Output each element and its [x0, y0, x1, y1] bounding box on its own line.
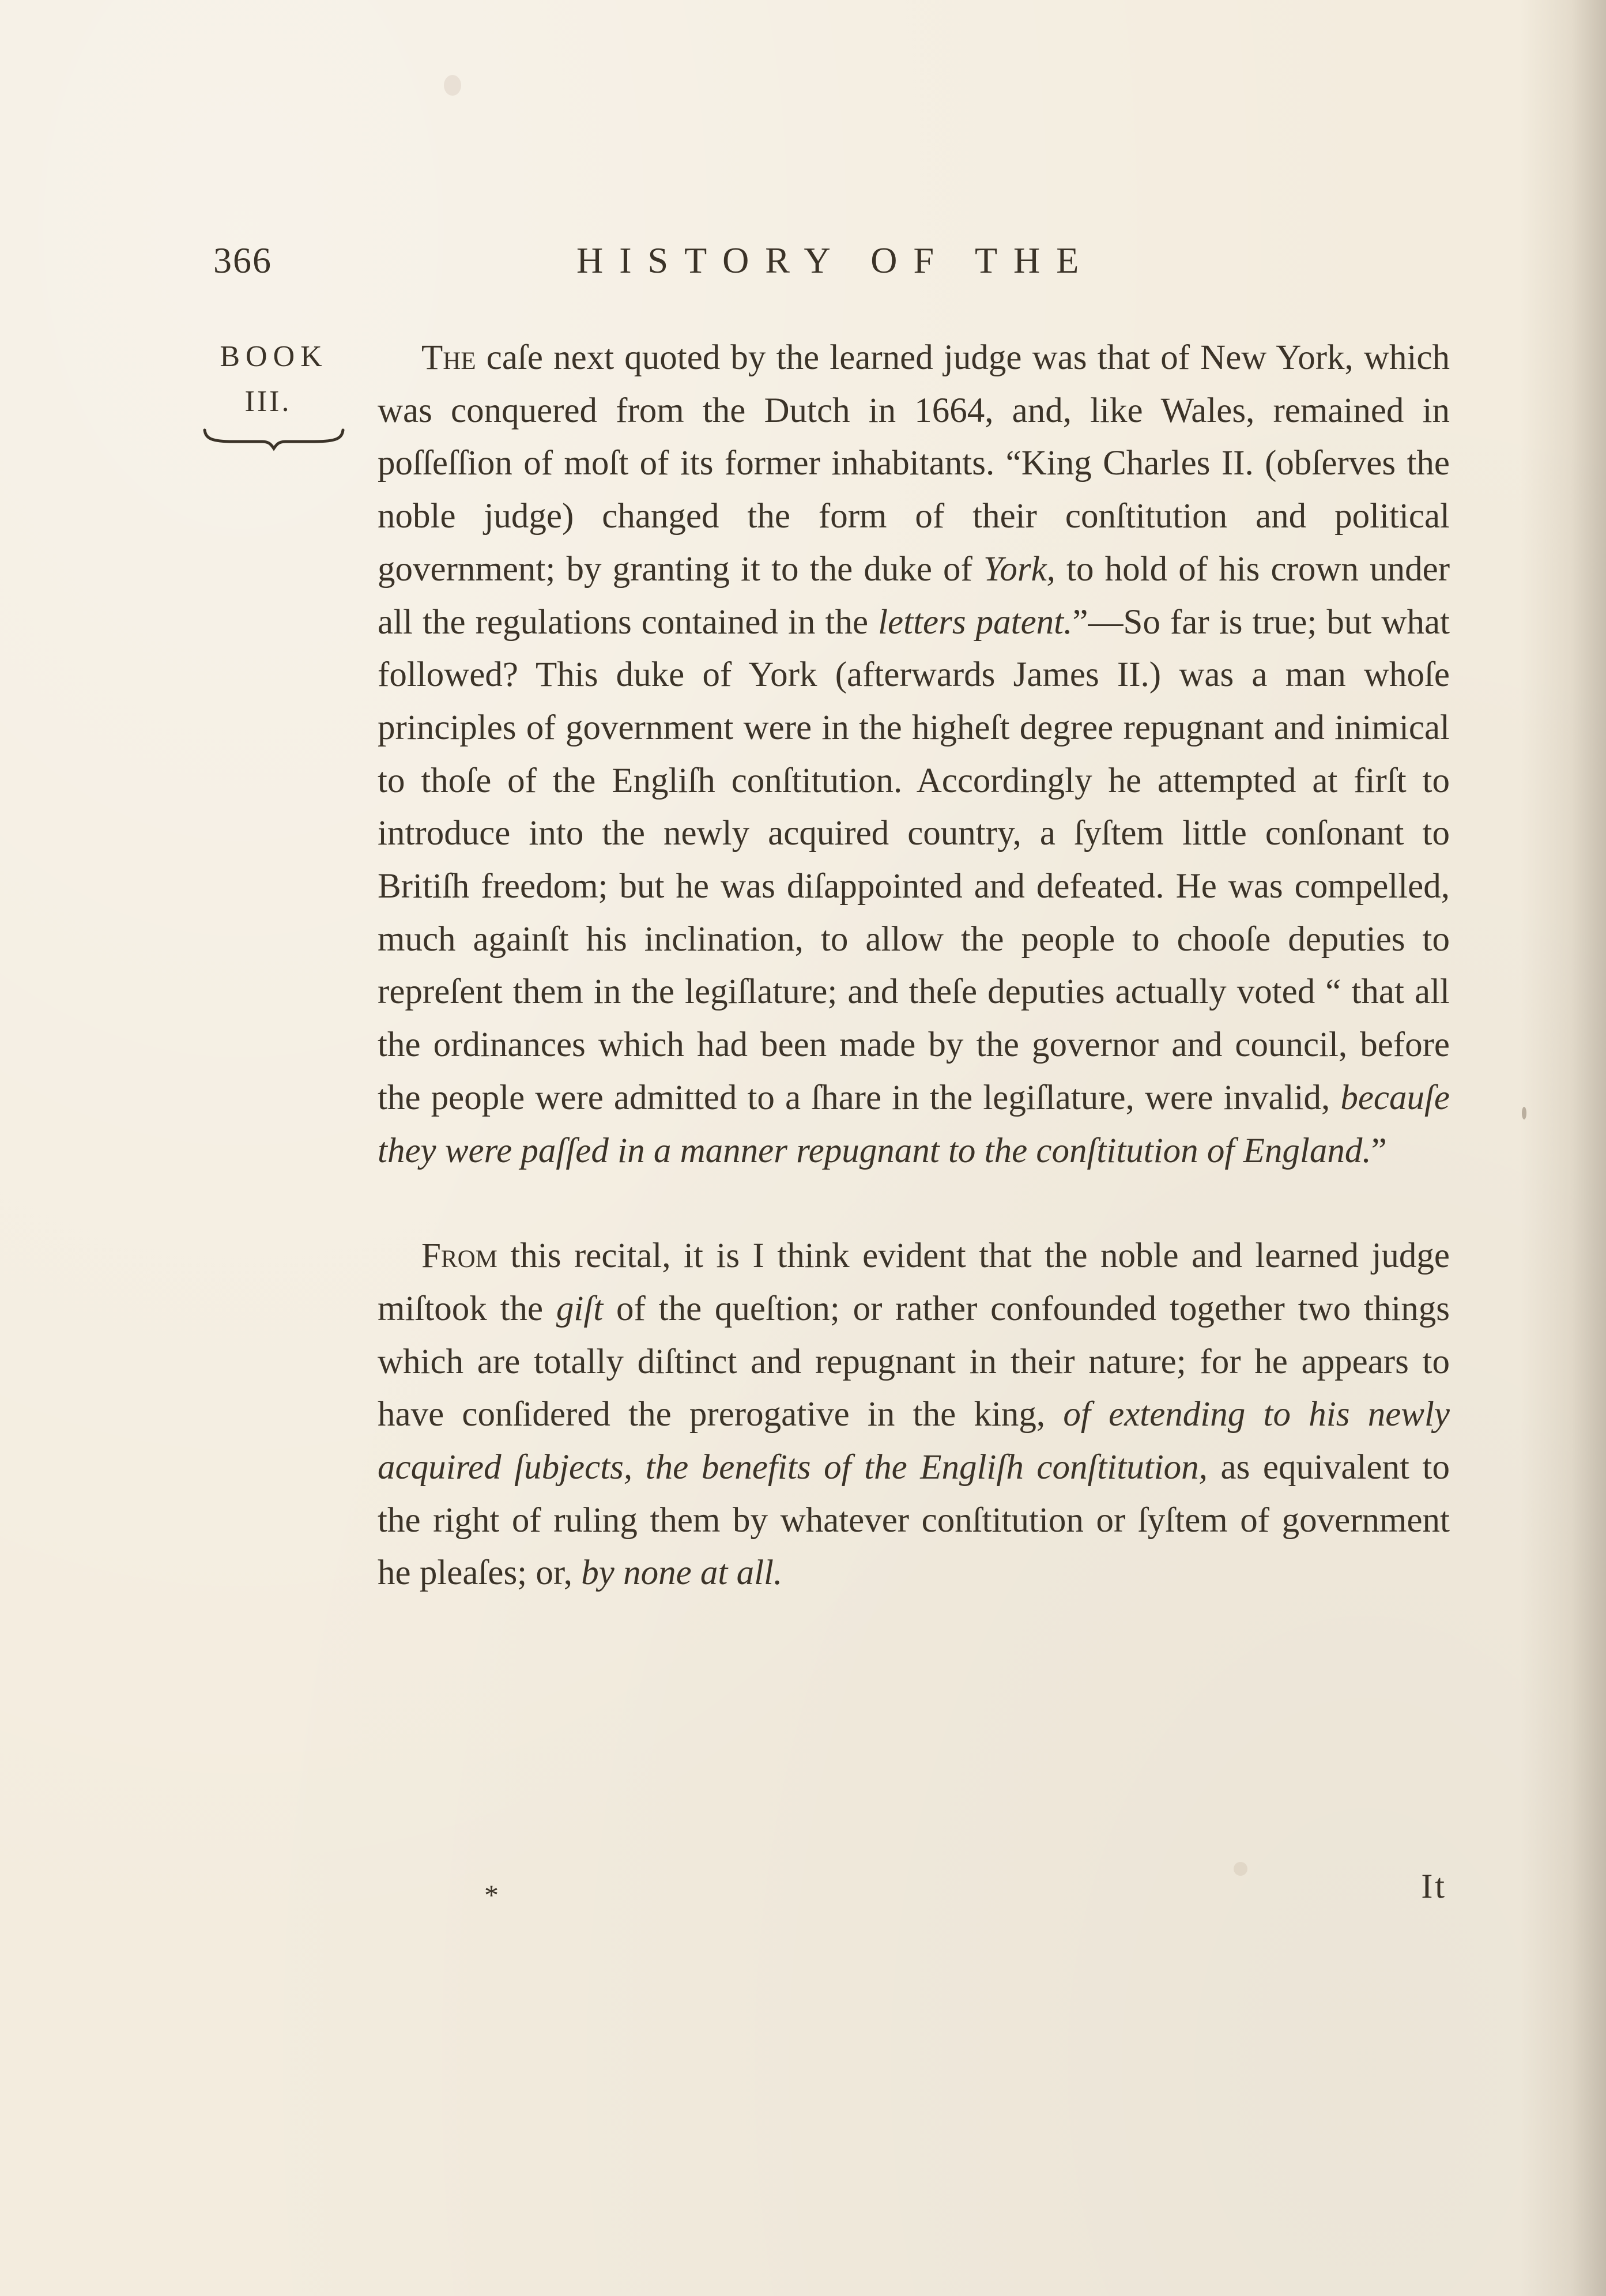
paper-speck [1522, 1107, 1526, 1119]
catchword: It [1421, 1867, 1447, 1905]
page-header [208, 239, 1257, 291]
italic-text: giſt [556, 1289, 604, 1328]
body-text-run: caſe next quoted by the learned judge was that of New York, which was conquered from the Dutch in 1664, and, like Wales, remained in poſſeſſion of moſt of its former inhabitants. “King Charles II. (obſerves the noble judge) changed the form of their conſtitution and political government; by granting it to the duke of [378, 338, 1450, 589]
margin-note [205, 334, 355, 424]
paragraph [378, 1230, 1450, 1600]
body-text-run: ” [1371, 1131, 1387, 1170]
body-text-run: as equivalent to the right of ruling them by whatever conſtitution or ſyſtem of government he pleaſes; or, [378, 1448, 1450, 1593]
body-text-run: to hold of his crown under all the regulations contained in the [378, 549, 1450, 642]
page-edge-shadow [1520, 0, 1606, 2296]
body-text-run: this recital, it is I think evident that the noble and learned judge miſtook the [378, 1236, 1450, 1328]
italic-text: of extending to his newly acquired ſubjects, the benefits of the Engliſh conſtitution, [378, 1395, 1450, 1487]
italic-text: becauſe they were paſſed in a manner repugnant to the conſtitution of England. [378, 1078, 1450, 1170]
italic-text: by none at all. [581, 1554, 783, 1593]
book-number: III. [244, 385, 292, 418]
page-number: 366 [213, 240, 272, 281]
italic-text: York, [983, 549, 1055, 589]
paragraph [378, 331, 1450, 1177]
running-head: HISTORY OF THE [576, 240, 1095, 281]
signature-mark: * [484, 1879, 499, 1911]
body-text-run: ”—So far is true; but what followed? This duke of York (afterwards James II.) was a man whoſe principles of government were in the higheſt degree repugnant and inimical to thoſe of the Engliſh conſtitution. Accordingly he attempted at firſt to introduce into the newly acquired country, a ſyſtem little conſonant to Britiſh freedom; but he was diſappointed and defeated. He was compelled, much againſt his inclination, to allow the people to chooſe deputies to repreſent them in the legiſlature; and theſe deputies actually voted “ that all the ordinances which had been made by the governor and council, before the people were admitted to a ſhare in the legiſlature, were invalid, [378, 602, 1450, 1117]
body-text [378, 331, 1450, 1600]
paper-speck [444, 75, 461, 96]
italic-text: letters patent. [878, 602, 1073, 642]
margin-brace-ornament [199, 425, 349, 454]
body-text-run: of the queſtion; or rather confounded together two things which are totally diſtinct and repugnant in their nature; for he appears to have conſidered the prerogative in the king, [378, 1289, 1450, 1434]
page-footer [461, 1867, 1447, 1913]
paragraph-lead-word: From [421, 1236, 497, 1276]
paragraph-lead-word: The [421, 338, 476, 377]
book-label: BOOK [220, 340, 328, 373]
